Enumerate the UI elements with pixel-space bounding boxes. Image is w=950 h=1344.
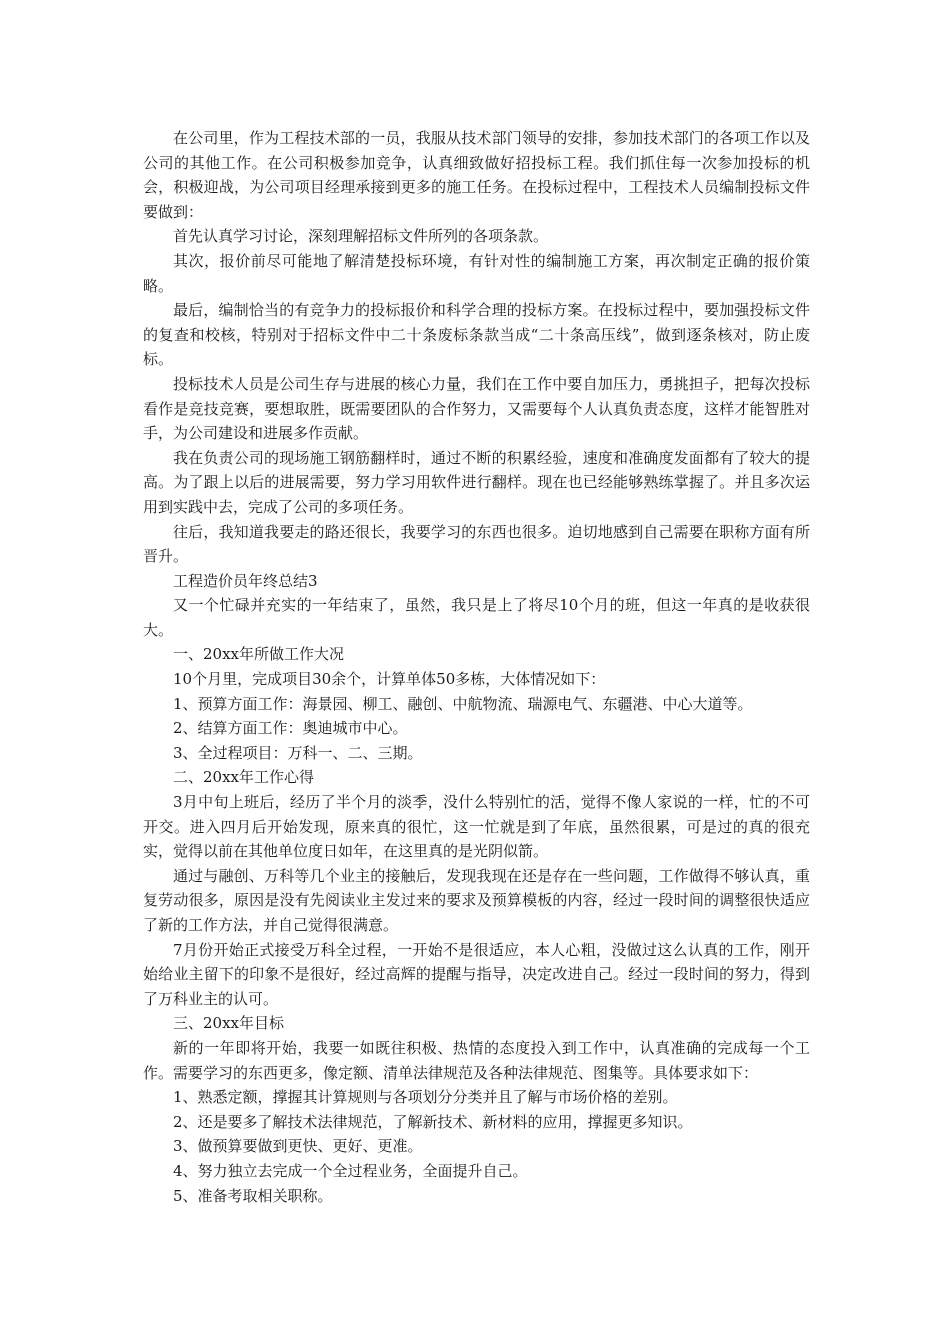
list-item: 2、结算方面工作：奥迪城市中心。 [173, 719, 408, 738]
list-item: 4、努力独立去完成一个全过程业务，全面提升自己。 [173, 1161, 528, 1180]
list-item: 1、预算方面工作：海景园、柳工、融创、中航物流、瑞源电气、东疆港、中心大道等。 [173, 694, 753, 713]
paragraph: 我在负责公司的现场施工钢筋翻样时，通过不断的积累经验，速度和准确度发面都有了较大的提高。为了跟上以后的进展需要，努力学习用软件进行翻样。现在也已经能够熟练掌握了。并且多次运用到实践中去，完成了公司的多项任务。 [143, 448, 810, 516]
paragraph: 又一个忙碌并充实的一年结束了，虽然，我只是上了将尽10个月的班，但这一年真的是收获很大。 [143, 596, 810, 639]
paragraph: 往后，我知道我要走的路还很长，我要学习的东西也很多。迫切地感到自己需要在职称方面有所晋升。 [143, 522, 810, 566]
list-item: 2、还是要多了解技术法律规范，了解新技术、新材料的应用，撑握更多知识。 [173, 1112, 693, 1131]
paragraph: 10个月里，完成项目30余个，计算单体50多栋，大体情况如下： [173, 670, 606, 689]
section-heading: 三、20xx年目标 [173, 1014, 285, 1033]
paragraph: 7月份开始正式接受万科全过程，一开始不是很适应，本人心粗，没做过这么认真的工作，刚开始给业主留下的印象不是很好，经过高辉的提醒与指导，决定改进自己。经过一段时间的努力，得到了万科业主的认可。 [143, 940, 810, 1008]
section-title: 工程造价员年终总结3 [173, 571, 318, 590]
section-heading: 一、20xx年所做工作大况 [173, 645, 345, 664]
paragraph: 首先认真学习讨论，深刻理解招标文件所列的各项条款。 [173, 227, 549, 246]
paragraph: 在公司里，作为工程技术部的一员，我服从技术部门领导的安排，参加技术部门的各项工作以及公司的其他工作。在公司积极参加竞争，认真细致做好招投标工程。我们抓住每一次参加投标的机会，积极迎战，为公司项目经理承接到更多的施工任务。在投标过程中，工程技术人员编制投标文件要做到： [143, 129, 810, 221]
list-item: 5、准备考取相关职称。 [173, 1186, 333, 1205]
list-item: 3、做预算要做到更快、更好、更准。 [173, 1137, 423, 1156]
document-body [143, 126, 810, 1208]
paragraph: 新的一年即将开始，我要一如既往积极、热情的态度投入到工作中，认真准确的完成每一个工作。需要学习的东西更多，像定额、清单法律规范及各种法律规范、图集等。具体要求如下： [143, 1038, 810, 1082]
paragraph: 其次，报价前尽可能地了解清楚投标环境，有针对性的编制施工方案，再次制定正确的报价策略。 [143, 251, 810, 295]
paragraph: 投标技术人员是公司生存与进展的核心力量，我们在工作中要自加压力，勇挑担子，把每次投标看作是竞技竞赛，要想取胜，既需要团队的合作努力，又需要每个人认真负责态度，这样才能智胜对手，为公司建设和进展多作贡献。 [143, 374, 810, 443]
section-heading: 二、20xx年工作心得 [173, 768, 315, 787]
list-item: 1、熟悉定额，撑握其计算规则与各项划分分类并且了解与市场价格的差别。 [173, 1088, 678, 1107]
paragraph: 通过与融创、万科等几个业主的接触后，发现我现在还是存在一些问题，工作做得不够认真，重复劳动很多，原因是没有先阅读业主发过来的要求及预算模板的内容，经过一段时间的调整很快适应了新的工作方法，并自己觉得很满意。 [143, 866, 810, 934]
paragraph: 3月中旬上班后，经历了半个月的淡季，没什么特别忙的活，觉得不像人家说的一样，忙的不可开交。进入四月后开始发现，原来真的很忙，这一忙就是到了年底，虽然很累，可是过的真的很充实，觉得以前在其他单位度日如年，在这里真的是光阴似箭。 [143, 793, 810, 861]
list-item: 3、全过程项目：万科一、二、三期。 [173, 743, 423, 762]
paragraph: 最后，编制恰当的有竞争力的投标报价和科学合理的投标方案。在投标过程中，要加强投标文件的复查和校核，特别对于招标文件中二十条废标条款当成“二十条高压线”，做到逐条核对，防止废标。 [143, 301, 810, 369]
